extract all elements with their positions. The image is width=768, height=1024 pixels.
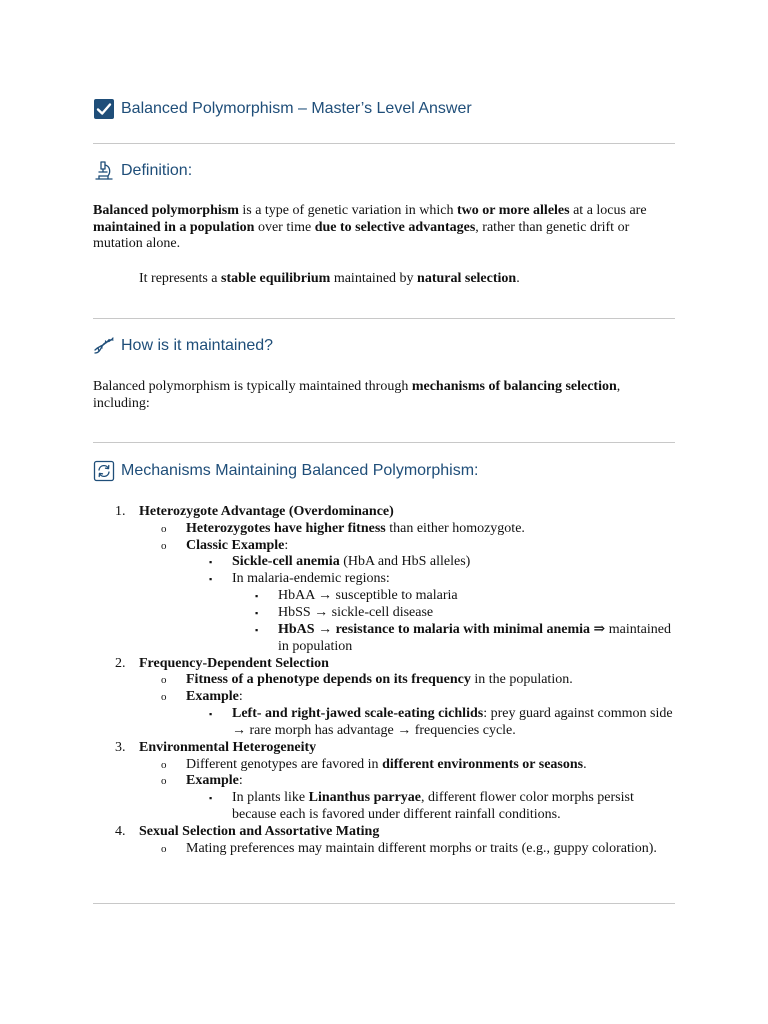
list-item: Frequency-Dependent Selection bbox=[139, 656, 329, 671]
document-title bbox=[93, 98, 472, 120]
definition-heading bbox=[93, 160, 192, 182]
list-item: Example: bbox=[186, 689, 243, 704]
list-bullet: o bbox=[161, 759, 167, 771]
bold-text: HbAS → resistance to malaria with minimal anemia ⇒ bbox=[278, 622, 606, 637]
list-bullet: ▪ bbox=[255, 608, 259, 618]
list-item: In malaria-endemic regions: bbox=[232, 571, 390, 586]
divider bbox=[93, 903, 675, 904]
list-bullet: o bbox=[161, 674, 167, 686]
maintained-heading-text: How is it maintained? bbox=[121, 337, 274, 354]
list-item: Different genotypes are favored in different environments or seasons. bbox=[186, 757, 587, 772]
list-item: Classic Example: bbox=[186, 538, 289, 553]
list-item: Sickle-cell anemia (HbA and HbS alleles) bbox=[232, 554, 471, 569]
bold-text: Sickle-cell anemia bbox=[232, 554, 340, 569]
list-number: 3. bbox=[115, 740, 126, 755]
list-bullet: o bbox=[161, 691, 167, 703]
bold-text: Balanced polymorphism bbox=[93, 203, 239, 218]
definition-heading-text: Definition: bbox=[121, 162, 193, 179]
bold-text: Left- and right-jawed scale-eating cichlids bbox=[232, 706, 484, 721]
bold-text: different environments or seasons bbox=[382, 757, 584, 772]
list-number: 1. bbox=[115, 504, 126, 519]
bold-text: Fitness of a phenotype depends on its frequency bbox=[186, 672, 471, 687]
list-bullet: ▪ bbox=[209, 793, 213, 803]
list-item: Heterozygote Advantage (Overdominance) bbox=[139, 504, 394, 519]
list-bullet: o bbox=[161, 775, 167, 787]
bold-text: Heterozygotes have higher fitness bbox=[186, 521, 386, 536]
bold-text: mechanisms of balancing selection bbox=[411, 379, 617, 394]
bold-text: maintained in a population bbox=[93, 219, 255, 235]
bold-text: two or more alleles bbox=[456, 203, 570, 218]
list-bullet: o bbox=[161, 523, 167, 535]
list-item: HbSS → sickle-cell disease bbox=[278, 605, 434, 620]
list-bullet: ▪ bbox=[209, 574, 213, 584]
maintained-paragraph: Balanced polymorphism is typically maintained through mechanisms of balancing selection, including: bbox=[93, 379, 621, 411]
bold-text: Classic Example bbox=[186, 538, 285, 553]
definition-paragraph: Balanced polymorphism is a type of genetic variation in which two or more alleles at a locus are maintained in a population over time due to selective advantages, rather than genetic drift or mutation alone. bbox=[93, 203, 647, 251]
maintained-heading bbox=[93, 335, 273, 357]
bold-text: natural selection bbox=[417, 271, 517, 286]
list-item: Sexual Selection and Assortative Mating bbox=[139, 824, 380, 839]
list-item: Environmental Heterogeneity bbox=[139, 740, 317, 755]
list-item: HbAA → susceptible to malaria bbox=[278, 588, 458, 603]
bold-text: Example bbox=[186, 689, 239, 704]
divider bbox=[93, 318, 675, 319]
list-item: Example: bbox=[186, 773, 243, 788]
dna-icon bbox=[93, 335, 115, 357]
list-item: Left- and right-jawed scale-eating cichlids: prey guard against common side → rare morph has advantage → frequencies cycle. bbox=[232, 706, 673, 738]
list-bullet: ▪ bbox=[255, 591, 259, 601]
divider bbox=[93, 143, 675, 144]
list-item: Mating preferences may maintain different morphs or traits (e.g., guppy coloration). bbox=[186, 841, 657, 856]
bold-text: Linanthus parryae bbox=[308, 790, 422, 805]
equilibrium-paragraph: It represents a stable equilibrium maintained by natural selection. bbox=[139, 271, 520, 286]
list-bullet: o bbox=[161, 843, 167, 855]
list-bullet: ▪ bbox=[209, 709, 213, 719]
title-text: Balanced Polymorphism – Master’s Level Answer bbox=[121, 100, 472, 117]
divider bbox=[93, 442, 675, 443]
list-number: 2. bbox=[115, 656, 126, 671]
microscope-icon bbox=[93, 160, 115, 182]
mechanisms-heading-text: Mechanisms Maintaining Balanced Polymorphism: bbox=[121, 462, 479, 479]
list-bullet: ▪ bbox=[209, 557, 213, 567]
mechanisms-heading bbox=[93, 460, 479, 482]
list-item: In plants like Linanthus parryae, different flower color morphs persist because each is favored under different rainfall conditions. bbox=[232, 790, 634, 822]
list-item: Fitness of a phenotype depends on its frequency in the population. bbox=[186, 672, 573, 687]
list-bullet: o bbox=[161, 540, 167, 552]
list-number: 4. bbox=[115, 824, 126, 839]
cycle-icon bbox=[93, 460, 115, 482]
list-bullet: ▪ bbox=[255, 625, 259, 635]
list-item: HbAS → resistance to malaria with minimal anemia ⇒ maintained in population bbox=[278, 622, 671, 654]
bold-text: Example bbox=[186, 773, 239, 788]
bold-text: stable equilibrium bbox=[221, 271, 331, 286]
check-box-icon bbox=[93, 98, 115, 120]
list-item: Heterozygotes have higher fitness than either homozygote. bbox=[186, 521, 525, 536]
bold-text: due to selective advantages bbox=[314, 219, 476, 235]
